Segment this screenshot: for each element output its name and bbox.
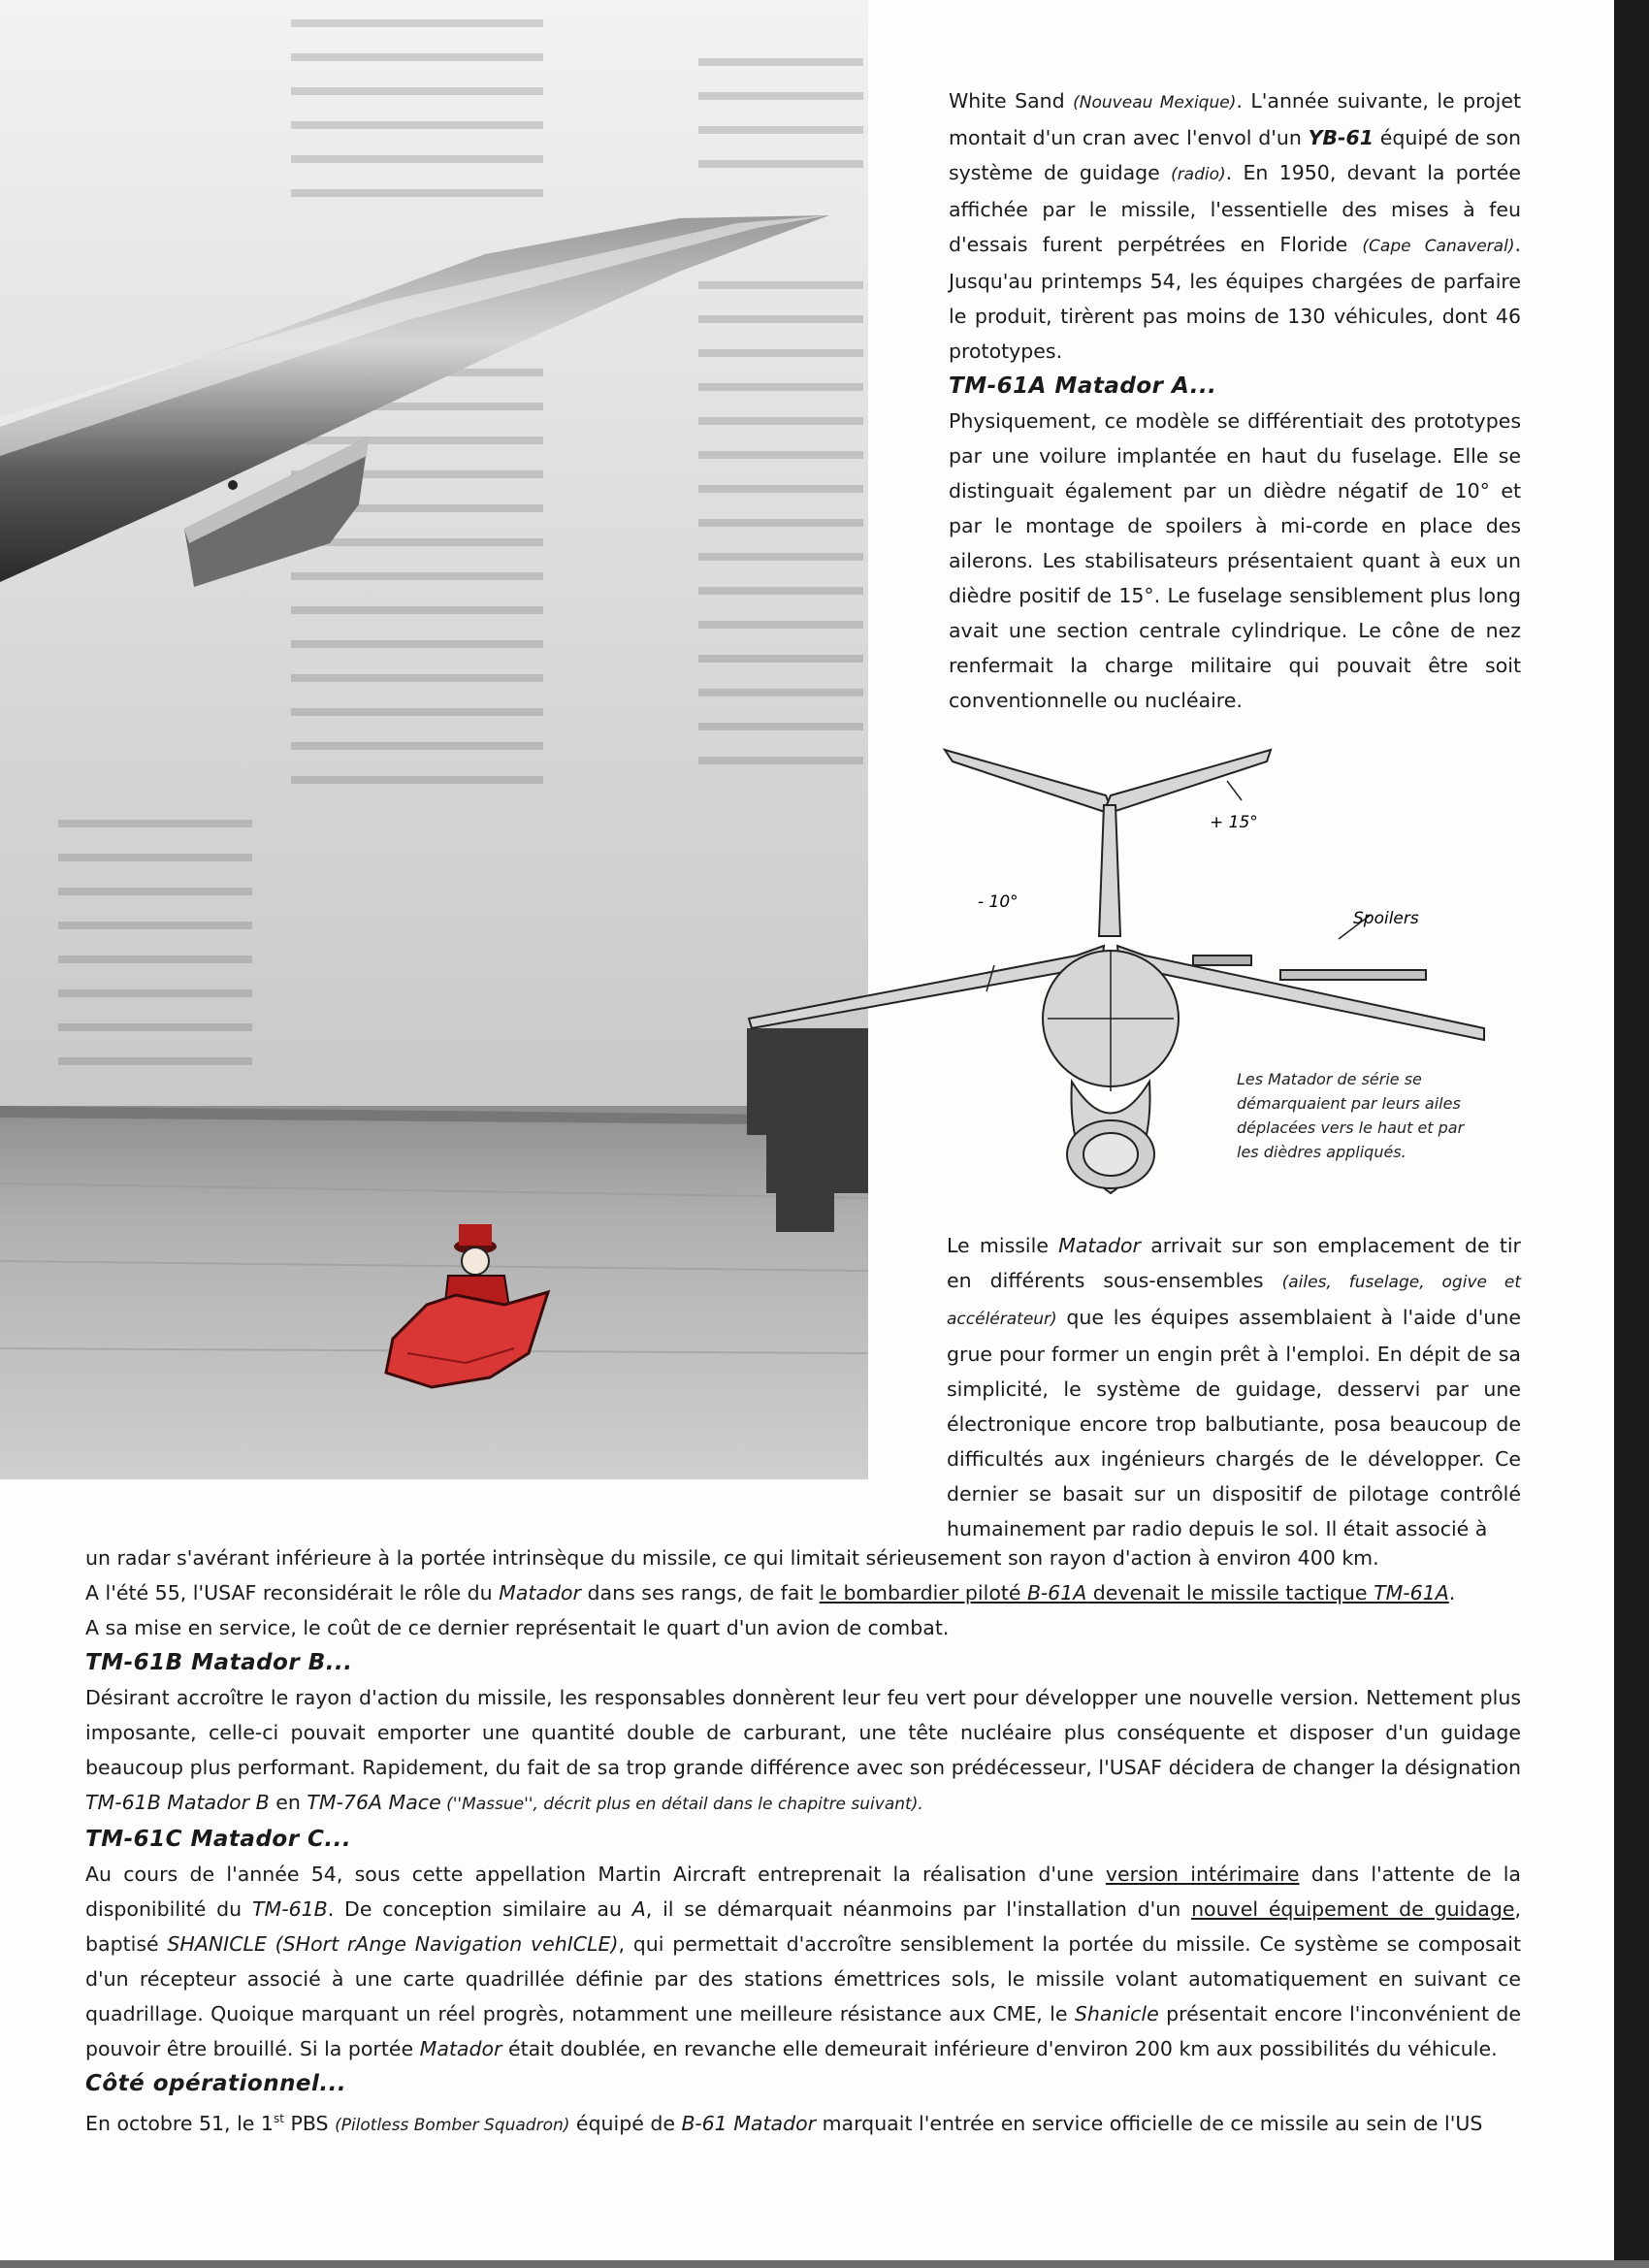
role-paragraph: A l'été 55, l'USAF reconsidérait le rôle du Matador dans ses rangs, de fait le bombardier piloté B-61A devenait le missile tactique TM-61A. — [85, 1581, 1456, 1604]
label-minus-10: - 10° — [978, 892, 1018, 912]
heading-tm61b: TM-61B Matador B... — [85, 1650, 353, 1675]
full-width-text — [85, 1540, 1521, 2143]
heading-operationnel: Côté opérationnel... — [85, 2071, 347, 2096]
label-spoilers: Spoilers — [1353, 909, 1419, 928]
scan-edge-bottom — [0, 2260, 1649, 2268]
assembly-paragraph: Le missile Matador arrivait sur son emplacement de tir en différents sous-ensembles (ailes, fuselage, ogive et accélérateur) que les équipes assemblaient à l'aide d'une grue pour former un engin prêt à l'emploi. En dépit de sa simplicité, le système de guidage, desservi par une électronique encore trop balbutiante, posa beaucoup de difficultés aux ingénieurs chargés de le développer. Ce dernier se basait sur un dispositif de pilotage contrôlé humainement par radio depuis le sol. Il était associé à — [947, 1234, 1522, 1540]
cost-paragraph: A sa mise en service, le coût de ce dernier représentait le quart d'un avion de combat. — [85, 1616, 950, 1639]
section-c-body: Au cours de l'année 54, sous cette appellation Martin Aircraft entreprenait la réalisation d'une version intérimaire dans l'attente de la disponibilité du TM-61B. De conception similaire au A, il se démarquait néanmoins par l'installation d'un nouvel équipement de guidage, baptisé SHANICLE (SHort rAnge Navigation vehICLE), qui permettait d'accroître sensiblement la portée du missile. Ce système se composait d'un récepteur associé à une carte quadrillée définie par des stations émettrices sols, le missile volant automatiquement en suivant ce quadrillage. Quoique marquant un réel progrès, notamment une meilleure résistance aux CME, le Shanicle présentait encore l'inconvénient de pouvoir être brouillé. Si la portée Matador était doublée, en revanche elle demeurait inférieure d'environ 200 km aux possibilités du véhicule. — [85, 1863, 1522, 2060]
section-b-body: Désirant accroître le rayon d'action du missile, les responsables donnèrent leur feu vert pour développer une nouvelle version. Nettement plus imposante, celle-ci pouvait emporter une quantité double de carburant, une tête nucléaire plus conséquente et disposer d'un guidage beaucoup plus performant. Rapidement, du fait de sa trop grande différence avec son prédécesseur, l'USAF décidera de changer la désignation TM-61B Matador B en TM-76A Mace (''Massue'', décrit plus en détail dans le chapitre suivant). — [85, 1686, 1521, 1814]
intro-paragraph: White Sand (Nouveau Mexique). L'année suivante, le projet montait d'un cran avec l'envol d'un YB-61 équipé de son système de guidage (radio). En 1950, devant la portée affichée par le missile, l'essentielle des mises à feu d'essais furent perpétrées en Floride (Cape Canaveral). Jusqu'au printemps 54, les équipes chargées de parfaire le produit, tirèrent pas moins de 130 véhicules, dont 46 prototypes. TM-61A Matador A... Physiquement, ce modèle se différentiait des prototypes par une voilure implantée en haut du fuselage. Elle se distinguait également par un dièdre négatif de 10° et par le montage de spoilers à mi-corde en place des ailerons. Les stabilisateurs présentaient quant à eux un dièdre positif de 15°. Le fuselage sensiblement plus long avait une section centrale cylindrique. Le cône de nez renfermait la charge militaire qui pouvait être soit conventionnelle ou nucléaire. — [949, 83, 1521, 718]
section-a-body: Physiquement, ce modèle se différentiait des prototypes par une voilure implantée en haut du fuselage. Elle se distinguait également par un dièdre négatif de 10° et par le montage de spoilers à mi-corde en place des ailerons. Les stabilisateurs présentaient quant à eux un dièdre positif de 15°. Le fuselage sensiblement plus long avait une section centrale cylindrique. Le cône de nez renfermait la charge militaire qui pouvait être soit conventionnelle ou nucléaire. — [949, 409, 1521, 712]
radar-line: un radar s'avérant inférieure à la portée intrinsèque du missile, ce qui limitait sérieusement son rayon d'action à environ 400 km. — [85, 1546, 1379, 1570]
operational-body: En octobre 51, le 1st PBS (Pilotless Bomber Squadron) équipé de B-61 Matador marquait l'entrée en service officielle de ce missile au sein de l'US — [85, 2111, 1483, 2135]
label-plus-15: + 15° — [1210, 813, 1258, 832]
scan-edge-right — [1614, 0, 1649, 2268]
heading-tm61c: TM-61C Matador C... — [85, 1827, 352, 1852]
heading-tm61a: TM-61A Matador A... — [949, 373, 1217, 399]
diagram-caption: Les Matador de série se démarquaient par leurs ailes déplacées vers le haut et par les dièdres appliqués. — [1237, 1070, 1465, 1161]
